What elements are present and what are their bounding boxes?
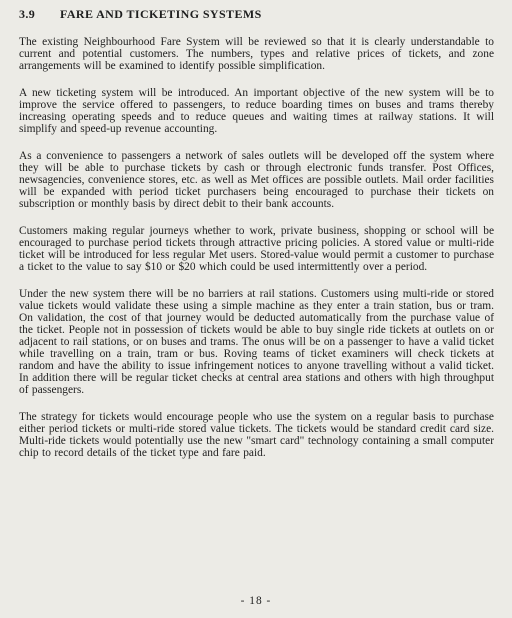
- paragraph-sales-outlets: As a convenience to passengers a network of sales outlets will be developed off the system where they will be able to purchase tickets by cash or through electronic funds transfer. Post Offices, newsagencies, convenience stores, etc. as well as Met offices are possible outlets. Mail order facilities will be expanded with period ticket purchasers being encouraged to purchase their tickets on subscription or monthly basis by direct debit to their bank accounts.: [19, 149, 494, 211]
- paragraph-new-ticketing-system: A new ticketing system will be introduced. An important objective of the new system will be to improve the service offered to passengers, to reduce boarding times on buses and trams thereby increasing operating speeds and to reduce queues and waiting times at railway stations. It will simplify and speed-up revenue accounting.: [19, 86, 494, 136]
- section-heading: [19, 7, 494, 21]
- paragraph-no-barriers: Under the new system there will be no barriers at rail stations. Customers using multi-ride or stored value tickets would validate these using a simple machine as they enter a train station, bus or tram. On validation, the cost of that journey would be deducted automatically from the purchase value of the ticket. People not in possession of tickets would be able to buy single ride tickets at outlets on or adjacent to rail stations, or on buses and trams. The onus will be on a passenger to have a valid ticket while travelling on a train, tram or bus. Roving teams of ticket examiners will check tickets at random and have the ability to issue infringement notices to anyone travelling without a valid ticket. In addition there will be regular ticket checks at central area stations and others with high throughput of passengers.: [19, 287, 494, 397]
- page-number: - 18 -: [240, 595, 272, 607]
- section-number: 3.9: [19, 7, 36, 21]
- paragraph-fare-system: The existing Neighbourhood Fare System will be reviewed so that it is clearly understandable to current and potential customers. The numbers, types and relative prices of tickets, and zone arrangements will be examined to identify possible simplification.: [19, 36, 494, 73]
- paragraph-period-tickets: Customers making regular journeys whether to work, private business, shopping or school will be encouraged to purchase period tickets through attractive pricing policies. A stored value or multi-ride ticket will be introduced for less regular Met users. Stored-value would permit a customer to purchase a ticket to the value to say $10 or $20 which could be used intermittently over a period.: [19, 224, 494, 273]
- paragraph-ticket-strategy: The strategy for tickets would encourage people who use the system on a regular basis to purchase either period tickets or multi-ride stored value tickets. The tickets would be standard credit card size. Multi-ride tickets would potentially use the new "smart card" technology containing a small computer chip to record details of the ticket type and fare paid.: [19, 410, 494, 460]
- section-title: FARE AND TICKETING SYSTEMS: [60, 7, 262, 21]
